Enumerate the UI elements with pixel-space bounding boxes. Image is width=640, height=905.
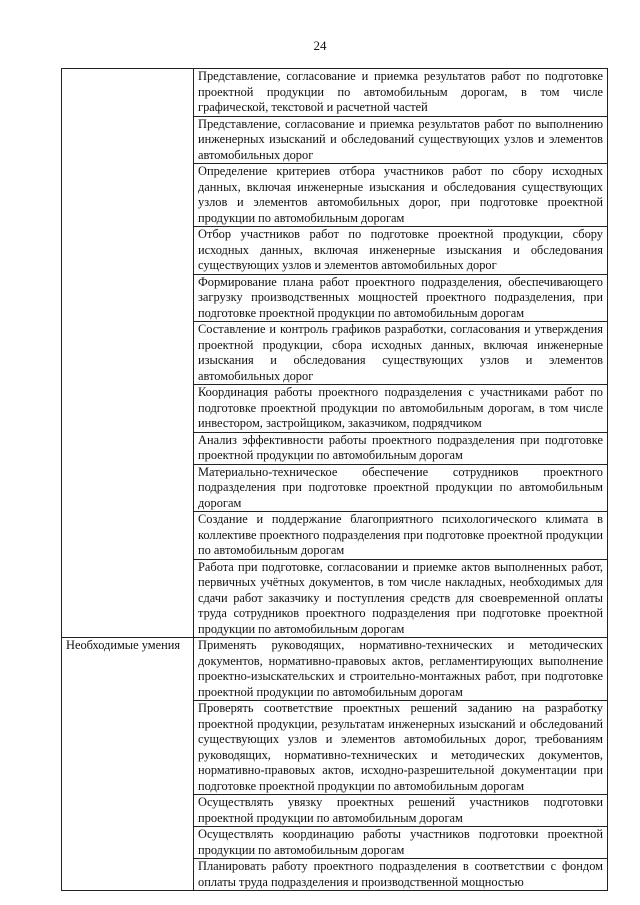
labor-action-text: Определение критериев отбора участников работ по сбору исходных данных, включая инженерные изыскания и обследования существующих узлов и элементов автомобильных дорог, при подготовке проектной продукции по автомобильным дорогам [194, 164, 608, 227]
labor-action-text: Анализ эффективности работы проектного подразделения при подготовке проектной продукции по автомобильным дорогам [194, 432, 608, 464]
table-row [62, 69, 608, 117]
labor-action-text: Отбор участников работ по подготовке проектной продукции, сбору исходных данных, включая инженерные изыскания и обследования существующих узлов и элементов автомобильных дорог [194, 227, 608, 275]
required-skills-label: Необходимые умения [62, 638, 194, 891]
row-label-empty [62, 69, 194, 638]
skill-text: Планировать работу проектного подразделения в соответствии с фондом оплаты труда подразделения и производственной мощностью [194, 859, 608, 891]
skill-text: Проверять соответствие проектных решений заданию на разработку проектной продукции, результатам инженерных изысканий и обследований существующих узлов и элементов автомобильных дорог, требованиям руководящих, нормативно-технических и методических документов, нормативно-правовых актов, исходно-разрешительной документации при подготовке проектной продукции по автомобильным дорогам [194, 701, 608, 795]
skill-text: Осуществлять увязку проектных решений участников подготовки проектной продукции по автомобильным дорогам [194, 795, 608, 827]
labor-action-text: Представление, согласование и приемка результатов работ по выполнению инженерных изысканий и обследований существующих узлов и элементов автомобильных дорог [194, 116, 608, 164]
labor-action-text: Составление и контроль графиков разработки, согласования и утверждения проектной продукции, сбора исходных данных, включая инженерные изыскания и обследования существующих узлов и элементов автомобильных дорог [194, 322, 608, 385]
labor-action-text: Работа при подготовке, согласовании и приемке актов выполненных работ, первичных учётных документов, в том числе накладных, необходимых для сдачи работ заказчику и поступления средств для своевременной оплаты труда сотрудников проектного подразделения при подготовке проектной продукции по автомобильным дорогам [194, 559, 608, 638]
labor-action-text: Координация работы проектного подразделения с участниками работ по подготовке проектной продукции по автомобильным дорогам, в том числе инвестором, застройщиком, заказчиком, подрядчиком [194, 385, 608, 433]
skill-text: Осуществлять координацию работы участников подготовки проектной продукции по автомобильным дорогам [194, 827, 608, 859]
competency-table [61, 68, 608, 891]
page-number: 24 [313, 38, 327, 53]
labor-action-text: Представление, согласование и приемка результатов работ по подготовке проектной продукции по автомобильным дорогам, в том числе графической, текстовой и расчетной частей [194, 69, 608, 117]
skill-text: Применять руководящих, нормативно-технических и методических документов, нормативно-правовых актов, регламентирующих выполнение проектно-изыскательских и строительно-монтажных работ, при подготовке проектной продукции по автомобильным дорогам [194, 638, 608, 701]
labor-action-text: Формирование плана работ проектного подразделения, обеспечивающего загрузку производственных мощностей проектного подразделения, при подготовке проектной продукции по автомобильным дорогам [194, 274, 608, 322]
table-row [62, 638, 608, 701]
labor-action-text: Материально-техническое обеспечение сотрудников проектного подразделения при подготовке проектной продукции по автомобильным дорогам [194, 464, 608, 512]
labor-action-text: Создание и поддержание благоприятного психологического климата в коллективе проектного подразделения при подготовке проектной продукции по автомобильным дорогам [194, 512, 608, 560]
